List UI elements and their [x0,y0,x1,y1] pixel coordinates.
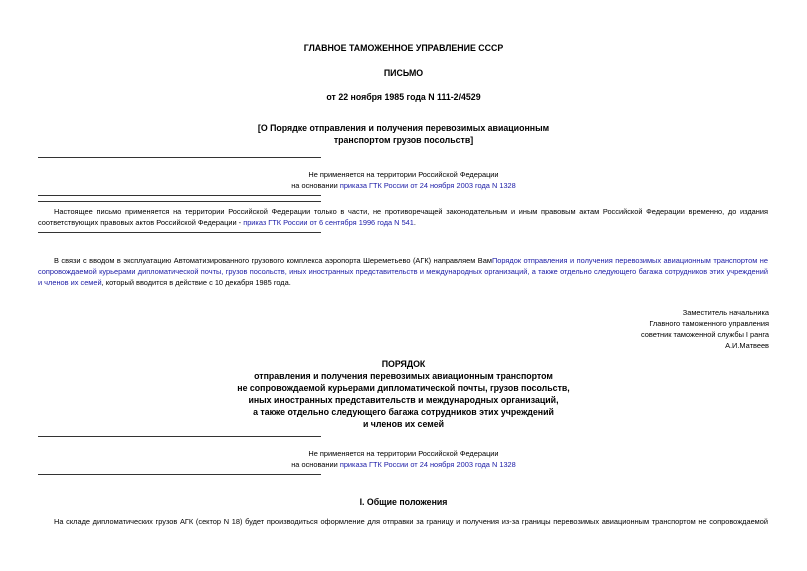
paragraph-intro [38,255,768,288]
divider [38,195,321,196]
signature-department: Главного таможенного управления [649,319,769,328]
divider [38,157,321,158]
notice-line-2 [0,460,807,470]
divider [38,232,321,233]
order-541-link[interactable]: приказ ГТК России от 6 сентября 1996 года N 541 [243,218,414,227]
notice-prefix: на основании [291,181,340,190]
notice-line-2 [0,181,807,191]
divider [38,474,321,475]
procedure-link[interactable]: Порядок отправления и получения перевозимых авиационным транспортом не сопровождаемой курьерами дипломатической почты, грузов посольств, иных иностранных представительств и международных организаций, а также отдельно следующего багажа сотрудников этих учреждений и членов их семей [38,256,768,287]
section-title: I. Общие положения [359,497,448,507]
para-text: В связи с вводом в эксплуатацию Автоматизированного грузового комплекса аэропорта Шереметьево (АГК) направляем Вам [54,256,492,265]
notice-line-1: Не применяется на территории Российской Федерации [308,449,499,458]
notice-line-1: Не применяется на территории Российской Федерации [308,170,499,179]
doc-type: ПИСЬМО [383,68,424,78]
doc-title-line-1: [О Порядке отправления и получения перевозимых авиационным [257,123,550,133]
org-name: ГЛАВНОЕ ТАМОЖЕННОЕ УПРАВЛЕНИЕ СССР [303,43,504,53]
doc-title-line-2: транспортом грузов посольств] [333,135,474,145]
order-heading: ПОРЯДОК [381,359,426,369]
order-title-line-4: а также отдельно следующего багажа сотрудников этих учреждений [253,407,554,417]
order-title-line-1: отправления и получения перевозимых авиационным транспортом [254,371,553,381]
notice-link[interactable]: приказа ГТК России от 24 ноября 2003 года N 1328 [339,181,516,190]
order-title-line-2: не сопровождаемой курьерами дипломатической почты, грузов посольств, [237,383,570,393]
signature-position: Заместитель начальника [682,308,769,317]
signature-name: А.И.Матвеев [725,341,769,350]
order-title-line-3: иных иностранных представительств и международных организаций, [248,395,559,405]
divider [38,436,321,437]
divider [38,201,321,202]
para-suffix: . [413,218,416,227]
notice-link[interactable]: приказа ГТК России от 24 ноября 2003 года N 1328 [339,460,516,469]
para-text: Настоящее письмо применяется на территории Российской Федерации только в части, не противоречащей законодательным и иным правовым актам Российской Федерации временно, до издания соответствующих правовых актов Российской Федерации - [38,207,768,227]
paragraph-applicability [38,206,768,228]
notice-prefix: на основании [291,460,340,469]
signature-block [469,307,769,351]
order-title-line-5: и членов их семей [362,419,445,429]
para-suffix: , который вводится в действие с 10 декабря 1985 года. [101,278,291,287]
section-paragraph: На складе дипломатических грузов АГК (сектор N 18) будет производиться оформление для отправки за границу и получения из-за границы перевозимых авиационным транспортом не сопровождаемой [54,517,768,526]
doc-date-number: от 22 ноября 1985 года N 111-2/4529 [326,92,481,102]
signature-rank: советник таможенной службы I ранга [641,330,769,339]
